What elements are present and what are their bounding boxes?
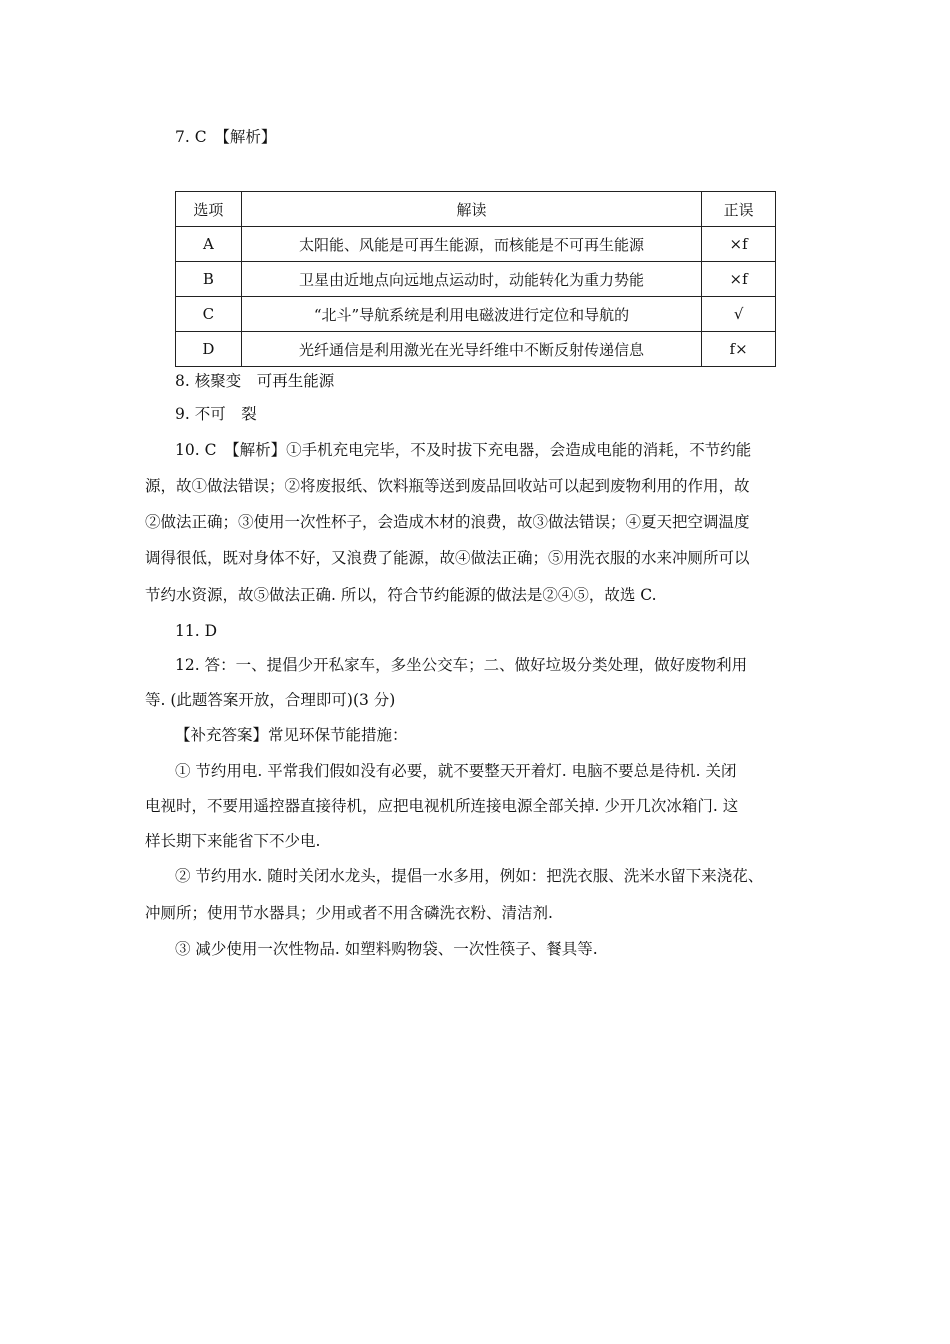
row-option: D — [176, 332, 242, 367]
header-correctness: 正误 — [702, 192, 776, 227]
q7-analysis-table — [175, 191, 776, 367]
table-row — [176, 262, 776, 297]
table-row — [176, 227, 776, 262]
supplement-item2-line-1: ② 节约用水. 随时关闭水龙头，提倡一水多用，例如：把洗衣服、洗米水留下来浇花、 — [175, 867, 764, 885]
supplement-item1-line-3: 样长期下来能省下不少电. — [145, 832, 321, 850]
q8-answer: 8. 核聚变 可再生能源 — [175, 372, 335, 390]
row-result: ×f — [702, 227, 776, 262]
q9-answer: 9. 不可 裂 — [175, 405, 257, 423]
row-text: 光纤通信是利用激光在光导纤维中不断反射传递信息 — [241, 332, 701, 367]
row-text: “北斗”导航系统是利用电磁波进行定位和导航的 — [241, 297, 701, 332]
q12-line-2: 等. (此题答案开放，合理即可)(3 分) — [145, 691, 396, 709]
supplement-item3: ③ 减少使用一次性物品. 如塑料购物袋、一次性筷子、餐具等. — [175, 940, 598, 958]
row-text: 太阳能、风能是可再生能源，而核能是不可再生能源 — [241, 227, 701, 262]
supplement-item2-line-2: 冲厕所；使用节水器具；少用或者不用含磷洗衣粉、清洁剂. — [145, 904, 553, 922]
row-text: 卫星由近地点向远地点运动时，动能转化为重力势能 — [241, 262, 701, 297]
q10-line-1: 10. C 【解析】①手机充电完毕，不及时拔下充电器，会造成电能的消耗，不节约能 — [175, 441, 752, 459]
q10-line-3: ②做法正确；③使用一次性杯子，会造成木材的浪费，故③做法错误；④夏天把空调温度 — [145, 513, 750, 531]
q11-answer: 11. D — [175, 622, 218, 640]
row-result: √ — [702, 297, 776, 332]
header-option: 选项 — [176, 192, 242, 227]
supplement-item1-line-2: 电视时，不要用遥控器直接待机，应把电视机所连接电源全部关掉. 少开几次冰箱门. 这 — [145, 797, 739, 815]
q12-line-1: 12. 答：一、提倡少开私家车，多坐公交车；二、做好垃圾分类处理，做好废物利用 — [175, 656, 748, 674]
row-option: A — [176, 227, 242, 262]
row-result: ×f — [702, 262, 776, 297]
table-header-row — [176, 192, 776, 227]
header-interpretation: 解读 — [241, 192, 701, 227]
q10-line-4: 调得很低，既对身体不好，又浪费了能源，故④做法正确；⑤用洗衣服的水来冲厕所可以 — [145, 549, 750, 567]
row-option: C — [176, 297, 242, 332]
q10-line-5: 节约水资源，故⑤做法正确. 所以，符合节约能源的做法是②④⑤，故选 C. — [145, 586, 657, 604]
row-option: B — [176, 262, 242, 297]
table-row — [176, 297, 776, 332]
table-row — [176, 332, 776, 367]
row-result: f× — [702, 332, 776, 367]
q7-heading: 7. C 【解析】 — [175, 128, 277, 146]
supplement-item1-line-1: ① 节约用电. 平常我们假如没有必要，就不要整天开着灯. 电脑不要总是待机. 关闭 — [175, 762, 737, 780]
supplement-title: 【补充答案】常见环保节能措施： — [175, 726, 408, 744]
q10-line-2: 源，故①做法错误；②将废报纸、饮料瓶等送到废品回收站可以起到废物利用的作用，故 — [145, 477, 750, 495]
